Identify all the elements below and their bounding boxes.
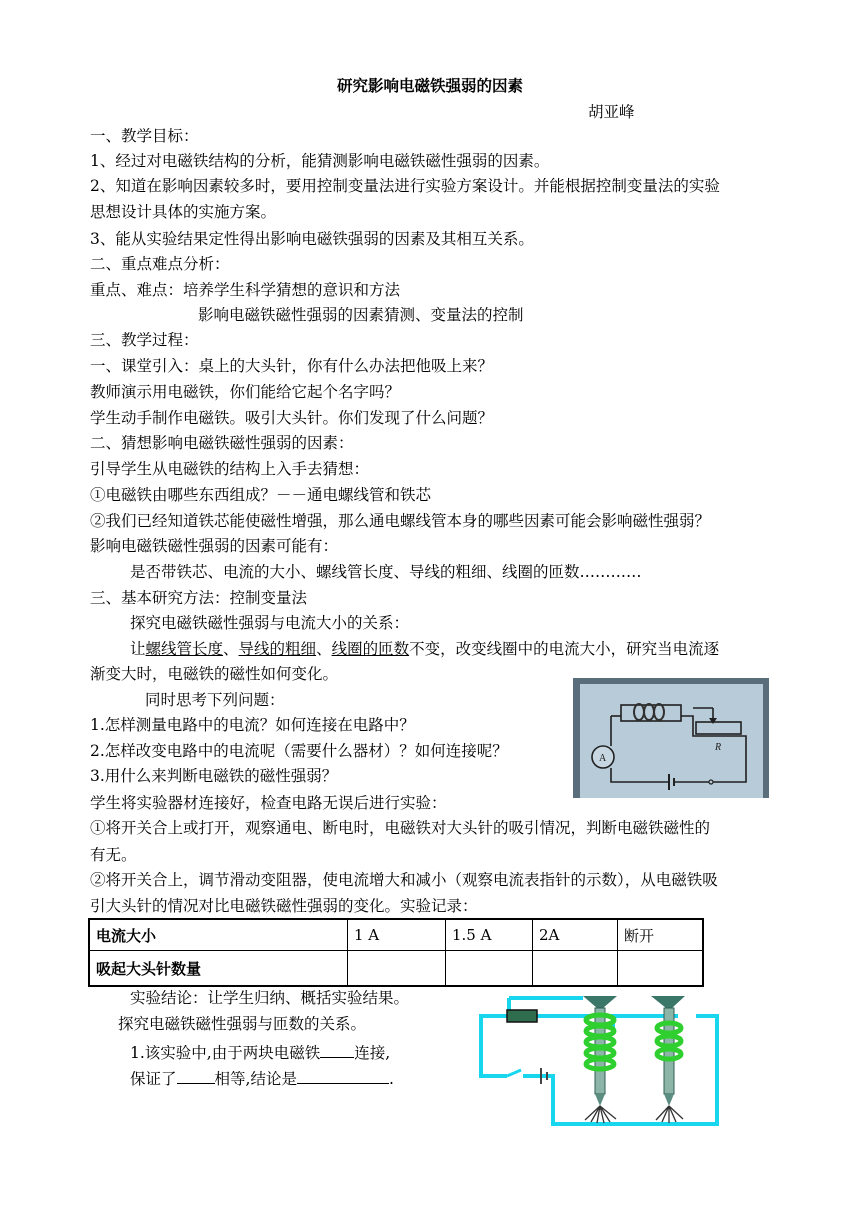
text-span: 相等,结论是 (214, 1070, 297, 1088)
text-span: . (388, 1070, 394, 1088)
electromagnet-left-icon (583, 996, 617, 1123)
underlined-term: 线圈的匝数 (331, 640, 410, 658)
text-span: 不变，改变线圈中的电流大小，研究当电流逐 (409, 640, 720, 658)
question: 3.用什么来判断电磁铁的磁性强弱？ (90, 767, 338, 785)
circuit-diagram-image (573, 678, 769, 798)
paragraph: 影响电磁铁磁性强弱的因素猜测、变量法的控制 (198, 306, 524, 324)
paragraph: 影响电磁铁磁性强弱的因素可能有： (90, 537, 339, 555)
table-cell (446, 951, 533, 987)
fill-blank (297, 1067, 389, 1084)
text-span: 连接, (354, 1044, 391, 1062)
resistor-label: R (715, 742, 722, 753)
text-span: 让 (130, 640, 146, 658)
paragraph: 3、能从实验结果定性得出影响电磁铁强弱的因素及其相互关系。 (90, 230, 534, 248)
text-span: 1.该实验中,由于两块电磁铁 (130, 1044, 321, 1062)
underlined-term: 螺线管长度 (145, 640, 224, 658)
table-cell: 1 A (348, 919, 446, 951)
table-cell: 断开 (618, 919, 704, 951)
underlined-term: 导线的粗细 (238, 640, 317, 658)
author-name: 胡亚峰 (588, 103, 635, 121)
table-cell: 吸起大头针数量 (89, 951, 348, 987)
rheostat-icon (507, 1010, 537, 1022)
question (130, 1041, 390, 1063)
ammeter-label: A (599, 753, 607, 764)
switch-icon (709, 780, 713, 784)
paragraph: ①电磁铁由哪些东西组成？－－通电螺线管和铁芯 (90, 486, 432, 504)
section-heading: 二、重点难点分析： (90, 255, 230, 273)
paragraph: 引导学生从电磁铁的结构上入手去猜想： (90, 460, 370, 478)
paragraph: 学生将实验器材连接好，检查电路无误后进行实验： (90, 794, 447, 812)
paragraph: 探究电磁铁磁性强弱与匝数的关系。 (118, 1015, 367, 1033)
switch-icon (507, 1070, 521, 1076)
table-cell: 2A (533, 919, 618, 951)
table-cell (618, 951, 704, 987)
text-span: 保证了 (130, 1070, 177, 1088)
section-heading: 三、教学过程： (90, 331, 199, 349)
fill-blank (320, 1041, 354, 1058)
question (130, 1067, 394, 1089)
section-heading: 一、教学目标： (90, 127, 199, 145)
paragraph: 2、知道在影响因素较多时，要用控制变量法进行实验方案设计。并能根据控制变量法的实验 (90, 177, 720, 195)
table-cell: 电流大小 (89, 919, 348, 951)
document-title: 研究影响电磁铁强弱的因素 (336, 76, 523, 95)
paragraph: ①将开关合上或打开，观察通电、断电时，电磁铁对大头针的吸引情况，判断电磁铁磁性的 (90, 819, 711, 837)
paragraph: 渐变大时，电磁铁的磁性如何变化。 (90, 665, 339, 683)
fill-blank (177, 1067, 215, 1084)
paragraph: 引大头针的情况对比电磁铁磁性强弱的变化。实验记录： (90, 897, 478, 915)
paragraph (130, 639, 719, 659)
section-heading: 三、基本研究方法：控制变量法 (90, 589, 308, 607)
paragraph: 教师演示用电磁铁，你们能给它起个名字吗？ (90, 383, 401, 401)
paragraph: 1、经过对电磁铁结构的分析，能猜测影响电磁铁磁性强弱的因素。 (90, 152, 550, 170)
paragraph: 同时思考下列问题： (145, 691, 285, 709)
paragraph: ②我们已经知道铁芯能使磁性增强，那么通电螺线管本身的哪些因素可能会影响磁性强弱？ (90, 512, 711, 530)
paragraph: 探究电磁铁磁性强弱与电流大小的关系： (130, 614, 410, 632)
table-cell: 1.5 A (446, 919, 533, 951)
section-heading: 二、猜想影响电磁铁磁性强弱的因素： (90, 434, 354, 452)
paragraph: 重点、难点：培养学生科学猜想的意识和方法 (90, 281, 401, 299)
paragraph: 思想设计具体的实施方案。 (90, 203, 277, 221)
table-row (89, 951, 703, 987)
table-row (89, 919, 703, 951)
paragraph: 有无。 (90, 846, 137, 864)
paragraph: ②将开关合上，调节滑动变阻器，使电流增大和减小（观察电流表指针的示数），从电磁铁吸 (90, 871, 718, 889)
question: 2.怎样改变电路中的电流呢（需要什么器材）？如何连接呢？ (90, 742, 508, 760)
paragraph: 一、课堂引入：桌上的大头针，你有什么办法把他吸上来？ (90, 357, 494, 375)
paragraph: 学生动手制作电磁铁。吸引大头针。你们发现了什么问题？ (90, 409, 494, 427)
paragraph: 是否带铁芯、电流的大小、螺线管长度、导线的粗细、线圈的匝数………… (130, 563, 642, 581)
experiment-record-table (88, 918, 704, 987)
text-span: 、 (316, 640, 332, 658)
electromagnet-series-diagram (473, 994, 723, 1130)
text-span: 、 (223, 640, 239, 658)
paragraph: 实验结论：让学生归纳、概括实验结果。 (130, 989, 410, 1007)
table-cell (533, 951, 618, 987)
question: 1.怎样测量电路中的电流？如何连接在电路中？ (90, 716, 415, 734)
table-cell (348, 951, 446, 987)
